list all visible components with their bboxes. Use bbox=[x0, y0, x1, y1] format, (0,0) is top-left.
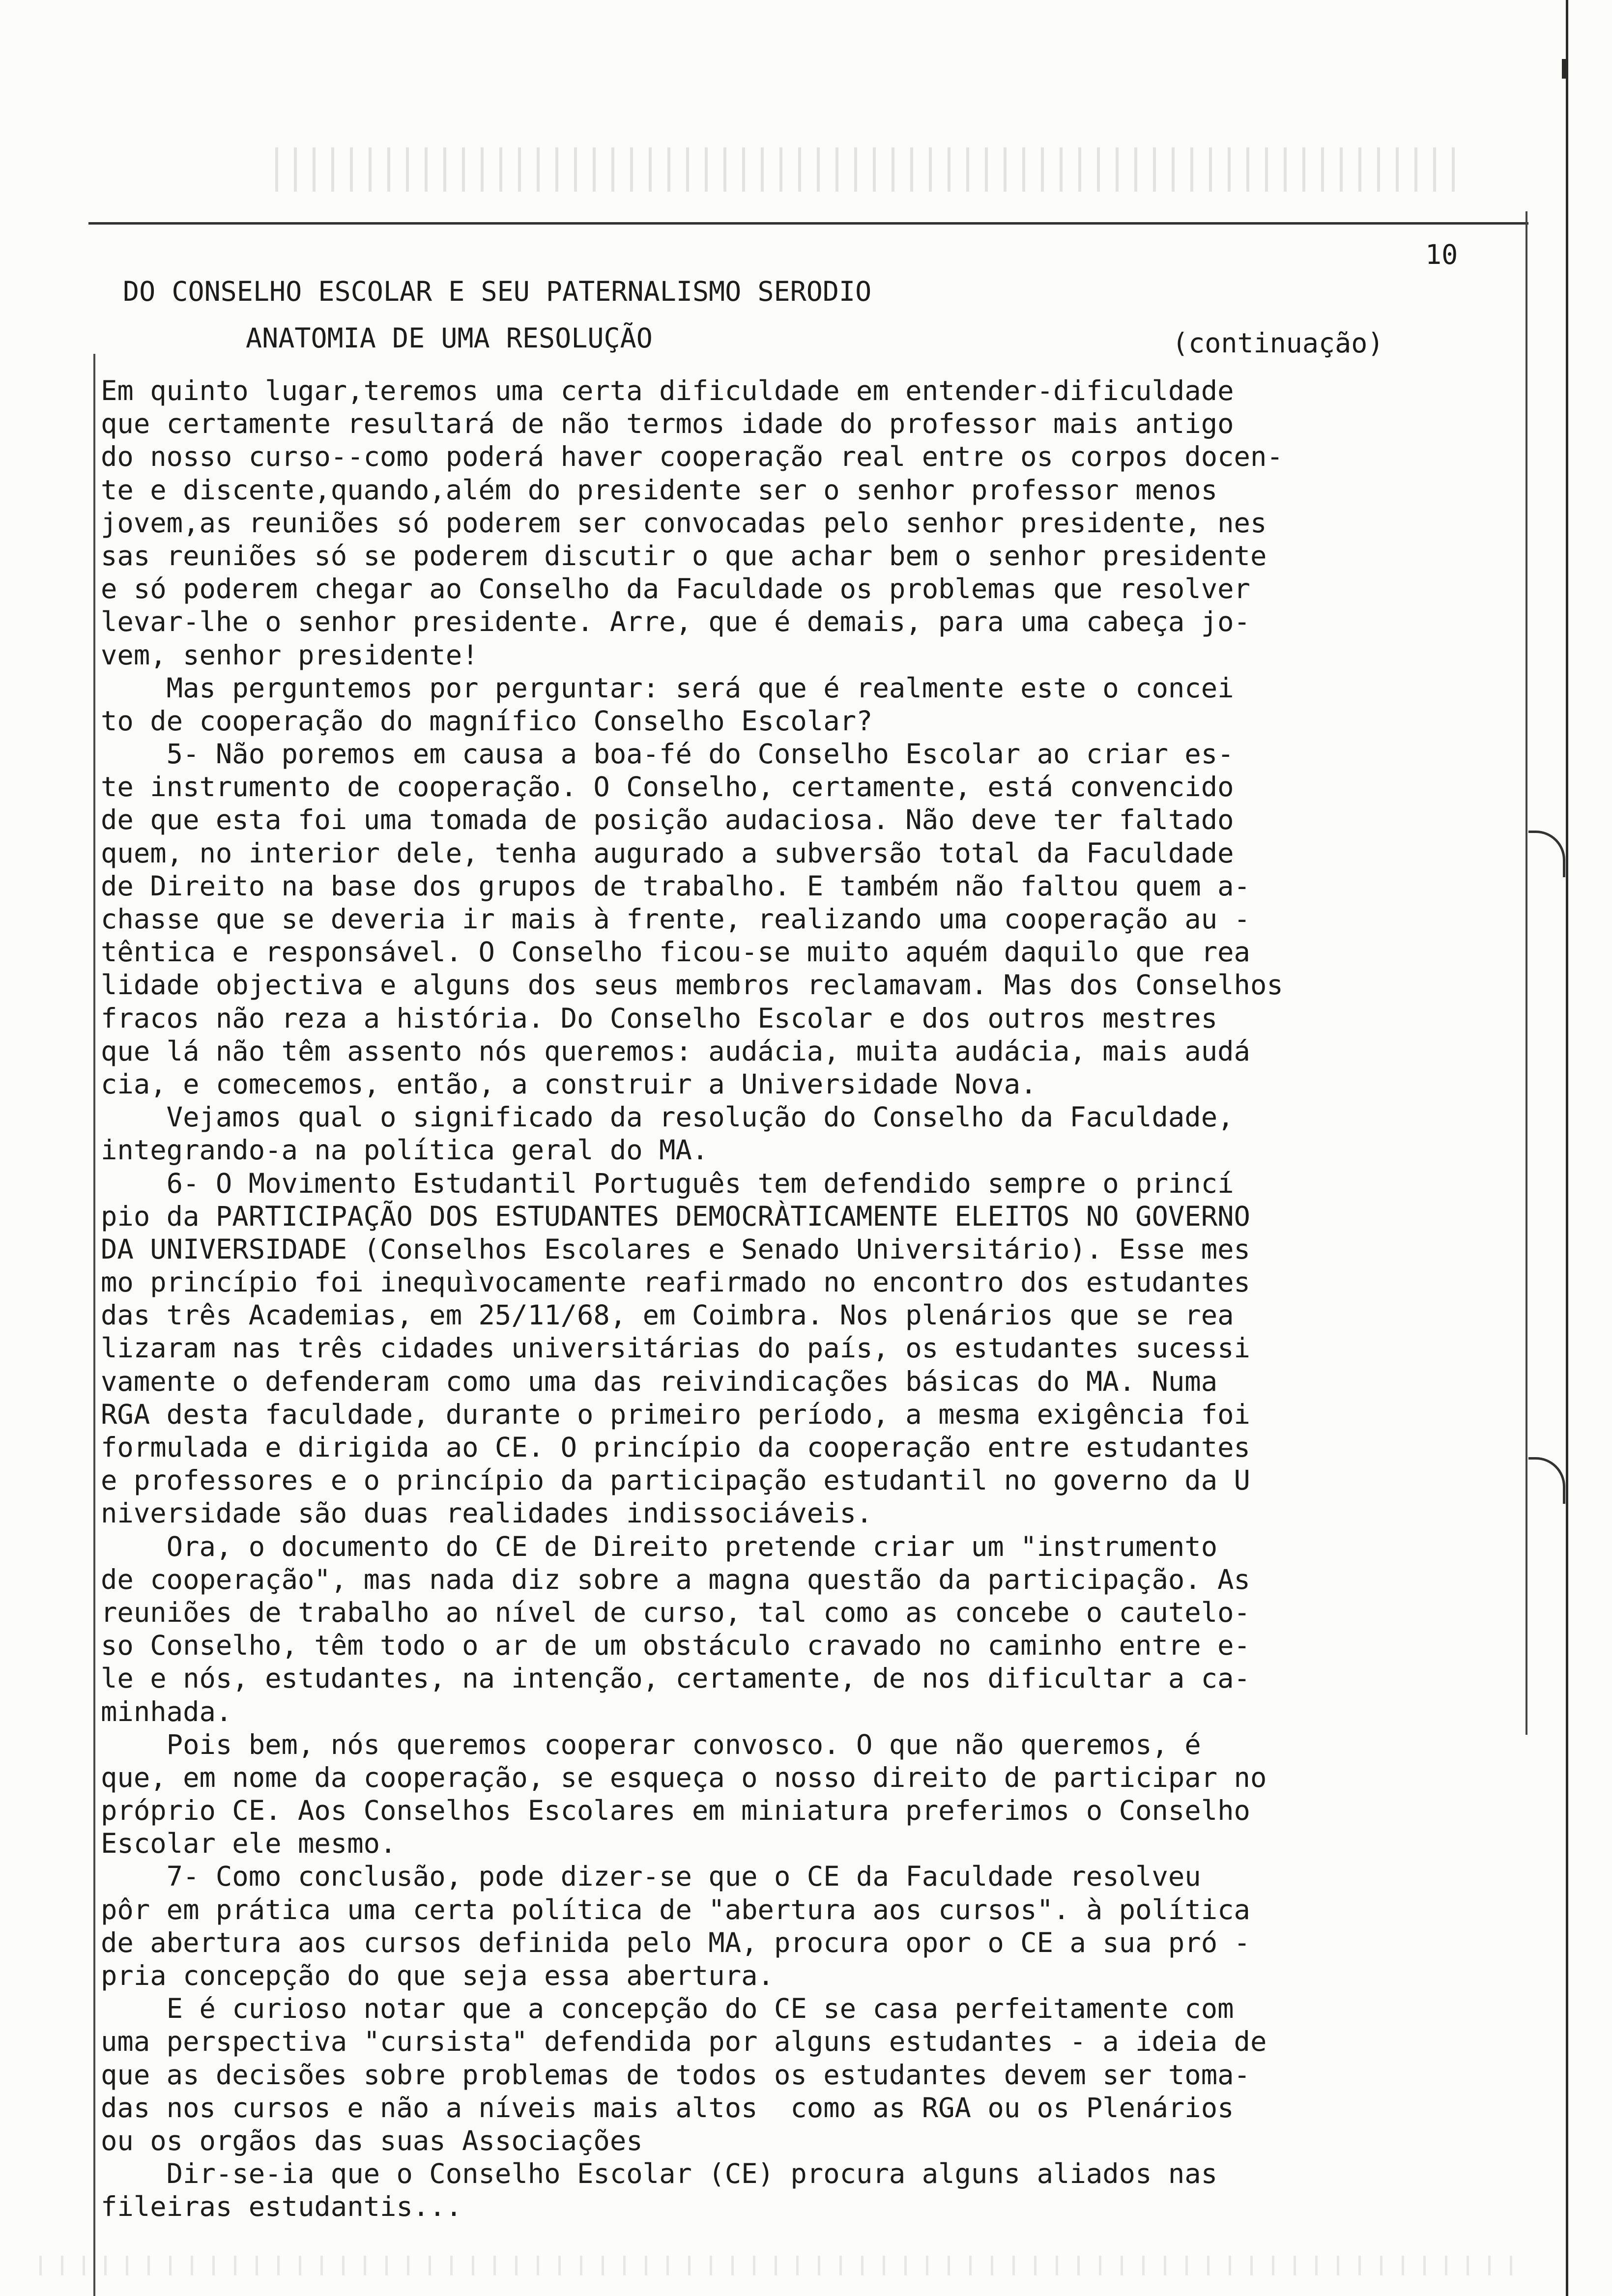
text-line: te instrumento de cooperação. O Conselho, certamente, está convencido bbox=[101, 771, 1234, 804]
document-title: DO CONSELHO ESCOLAR E SEU PATERNALISMO SERODIO bbox=[123, 276, 872, 307]
text-line: E é curioso notar que a concepção do CE se casa perfeitamente com bbox=[101, 1993, 1234, 2025]
text-line: de que esta foi uma tomada de posição audaciosa. Não deve ter faltado bbox=[101, 804, 1234, 836]
text-line: do nosso curso--como poderá haver cooperação real entre os corpos docen- bbox=[101, 441, 1283, 473]
text-line: de Direito na base dos grupos de trabalho. E também não faltou quem a- bbox=[101, 870, 1250, 902]
text-line: formulada e dirigida ao CE. O princípio da cooperação entre estudantes bbox=[101, 1432, 1250, 1464]
text-line: e só poderem chegar ao Conselho da Faculdade os problemas que resolver bbox=[101, 573, 1250, 605]
left-margin-rule bbox=[93, 354, 95, 2296]
text-line: que lá não têm assento nós queremos: audácia, muita audácia, mais audá bbox=[101, 1035, 1250, 1067]
text-line: Dir-se-ia que o Conselho Escolar (CE) procura alguns aliados nas bbox=[101, 2158, 1218, 2190]
text-line: jovem,as reuniões só poderem ser convocadas pelo senhor presidente, nes bbox=[101, 507, 1267, 539]
text-line: Pois bem, nós queremos cooperar convosco. O que não queremos, é bbox=[101, 1728, 1201, 1761]
text-line: que, em nome da cooperação, se esqueça o nosso direito de participar no bbox=[101, 1761, 1267, 1794]
text-line: vem, senhor presidente! bbox=[101, 639, 479, 671]
text-line: integrando-a na política geral do MA. bbox=[101, 1134, 709, 1167]
body-text bbox=[101, 374, 1531, 2224]
text-line: de cooperação", mas nada diz sobre a magna questão da participação. As bbox=[101, 1563, 1250, 1596]
text-line: pio da PARTICIPAÇÃO DOS ESTUDANTES DEMOCRÀTICAMENTE ELEITOS NO GOVERNO bbox=[101, 1200, 1250, 1233]
text-line: Em quinto lugar,teremos uma certa dificuldade em entender-dificuldade bbox=[101, 375, 1234, 407]
text-line: Ora, o documento do CE de Direito pretende criar um "instrumento bbox=[101, 1530, 1218, 1563]
text-line: Escolar ele mesmo. bbox=[101, 1828, 397, 1860]
text-line: uma perspectiva "cursista" defendida por alguns estudantes - a ideia de bbox=[101, 2026, 1267, 2058]
text-line: levar-lhe o senhor presidente. Arre, que é demais, para uma cabeça jo- bbox=[101, 606, 1250, 638]
binding-bracket bbox=[1528, 831, 1565, 877]
text-line: lidade objectiva e alguns dos seus membros reclamavam. Mas dos Conselhos bbox=[101, 969, 1283, 1002]
text-line: de abertura aos cursos definida pelo MA, procura opor o CE a sua pró - bbox=[101, 1926, 1250, 1959]
text-line: que as decisões sobre problemas de todos os estudantes devem ser toma- bbox=[101, 2059, 1250, 2091]
top-rule bbox=[88, 222, 1528, 225]
binding-bracket bbox=[1528, 1457, 1565, 1504]
text-line: têntica e responsável. O Conselho ficou-se muito aquém daquilo que rea bbox=[101, 936, 1250, 969]
text-line: sas reuniões só se poderem discutir o que achar bem o senhor presidente bbox=[101, 540, 1267, 572]
text-line: fracos não reza a história. Do Conselho Escolar e dos outros mestres bbox=[101, 1002, 1218, 1034]
text-line: 7- Como conclusão, pode dizer-se que o CE da Faculdade resolveu bbox=[101, 1861, 1201, 1893]
text-line: das três Academias, em 25/11/68, em Coimbra. Nos plenários que se rea bbox=[101, 1299, 1234, 1332]
text-line: le e nós, estudantes, na intenção, certamente, de nos dificultar a ca- bbox=[101, 1663, 1250, 1695]
text-line: Vejamos qual o significado da resolução do Conselho da Faculdade, bbox=[101, 1101, 1234, 1134]
text-line: so Conselho, têm todo o ar de um obstáculo cravado no caminho entre e- bbox=[101, 1630, 1250, 1662]
text-line: niversidade são duas realidades indissociáveis. bbox=[101, 1497, 873, 1530]
text-line: Mas perguntemos por perguntar: será que é realmente este o concei bbox=[101, 672, 1234, 704]
text-line: reuniões de trabalho ao nível de curso, tal como as concebe o cautelo- bbox=[101, 1596, 1250, 1629]
text-line: vamente o defenderam como uma das reivindicações básicas do MA. Numa bbox=[101, 1365, 1218, 1398]
text-line: mo princípio foi inequìvocamente reafirmado no encontro dos estudantes bbox=[101, 1266, 1250, 1299]
text-line: quem, no interior dele, tenha augurado a subversão total da Faculdade bbox=[101, 837, 1234, 869]
text-line: RGA desta faculdade, durante o primeiro período, a mesma exigência foi bbox=[101, 1398, 1250, 1431]
scan-noise-bottom bbox=[39, 2256, 1514, 2275]
text-line: minhada. bbox=[101, 1695, 232, 1728]
text-line: próprio CE. Aos Conselhos Escolares em miniatura preferimos o Conselho bbox=[101, 1795, 1250, 1827]
text-line: te e discente,quando,além do presidente ser o senhor professor menos bbox=[101, 474, 1218, 506]
text-line: chasse que se deveria ir mais à frente, realizando uma cooperação au - bbox=[101, 903, 1250, 935]
text-line: cia, e comecemos, então, a construir a Universidade Nova. bbox=[101, 1068, 1037, 1100]
text-line: pria concepção do que seja essa abertura. bbox=[101, 1960, 774, 1992]
text-line: to de cooperação do magnífico Conselho Escolar? bbox=[101, 705, 873, 737]
text-line: lizaram nas três cidades universitárias do país, os estudantes sucessi bbox=[101, 1332, 1250, 1365]
text-line: fileiras estudantis... bbox=[101, 2191, 462, 2223]
text-line: 5- Não poremos em causa a boa-fé do Conselho Escolar ao criar es- bbox=[101, 738, 1234, 771]
text-line: 6- O Movimento Estudantil Português tem defendido sempre o princí bbox=[101, 1167, 1234, 1200]
continuation-label: (continuação) bbox=[1172, 327, 1384, 359]
page-number: 10 bbox=[1425, 239, 1458, 270]
text-line: pôr em prática uma certa política de "abertura aos cursos". à política bbox=[101, 1894, 1250, 1926]
document-subtitle: ANATOMIA DE UMA RESOLUÇÃO bbox=[246, 322, 653, 354]
text-line: que certamente resultará de não termos idade do professor mais antigo bbox=[101, 408, 1234, 440]
scan-noise bbox=[275, 147, 1455, 192]
page-edge bbox=[1566, 0, 1568, 2296]
text-line: das nos cursos e não a níveis mais altos como as RGA ou os Plenários bbox=[101, 2092, 1234, 2124]
text-line: DA UNIVERSIDADE (Conselhos Escolares e Senado Universitário). Esse mes bbox=[101, 1233, 1250, 1265]
text-line: e professores e o princípio da participação estudantil no governo da U bbox=[101, 1464, 1250, 1497]
text-line: ou os orgãos das suas Associações bbox=[101, 2124, 643, 2157]
page-edge-mark bbox=[1562, 59, 1567, 79]
